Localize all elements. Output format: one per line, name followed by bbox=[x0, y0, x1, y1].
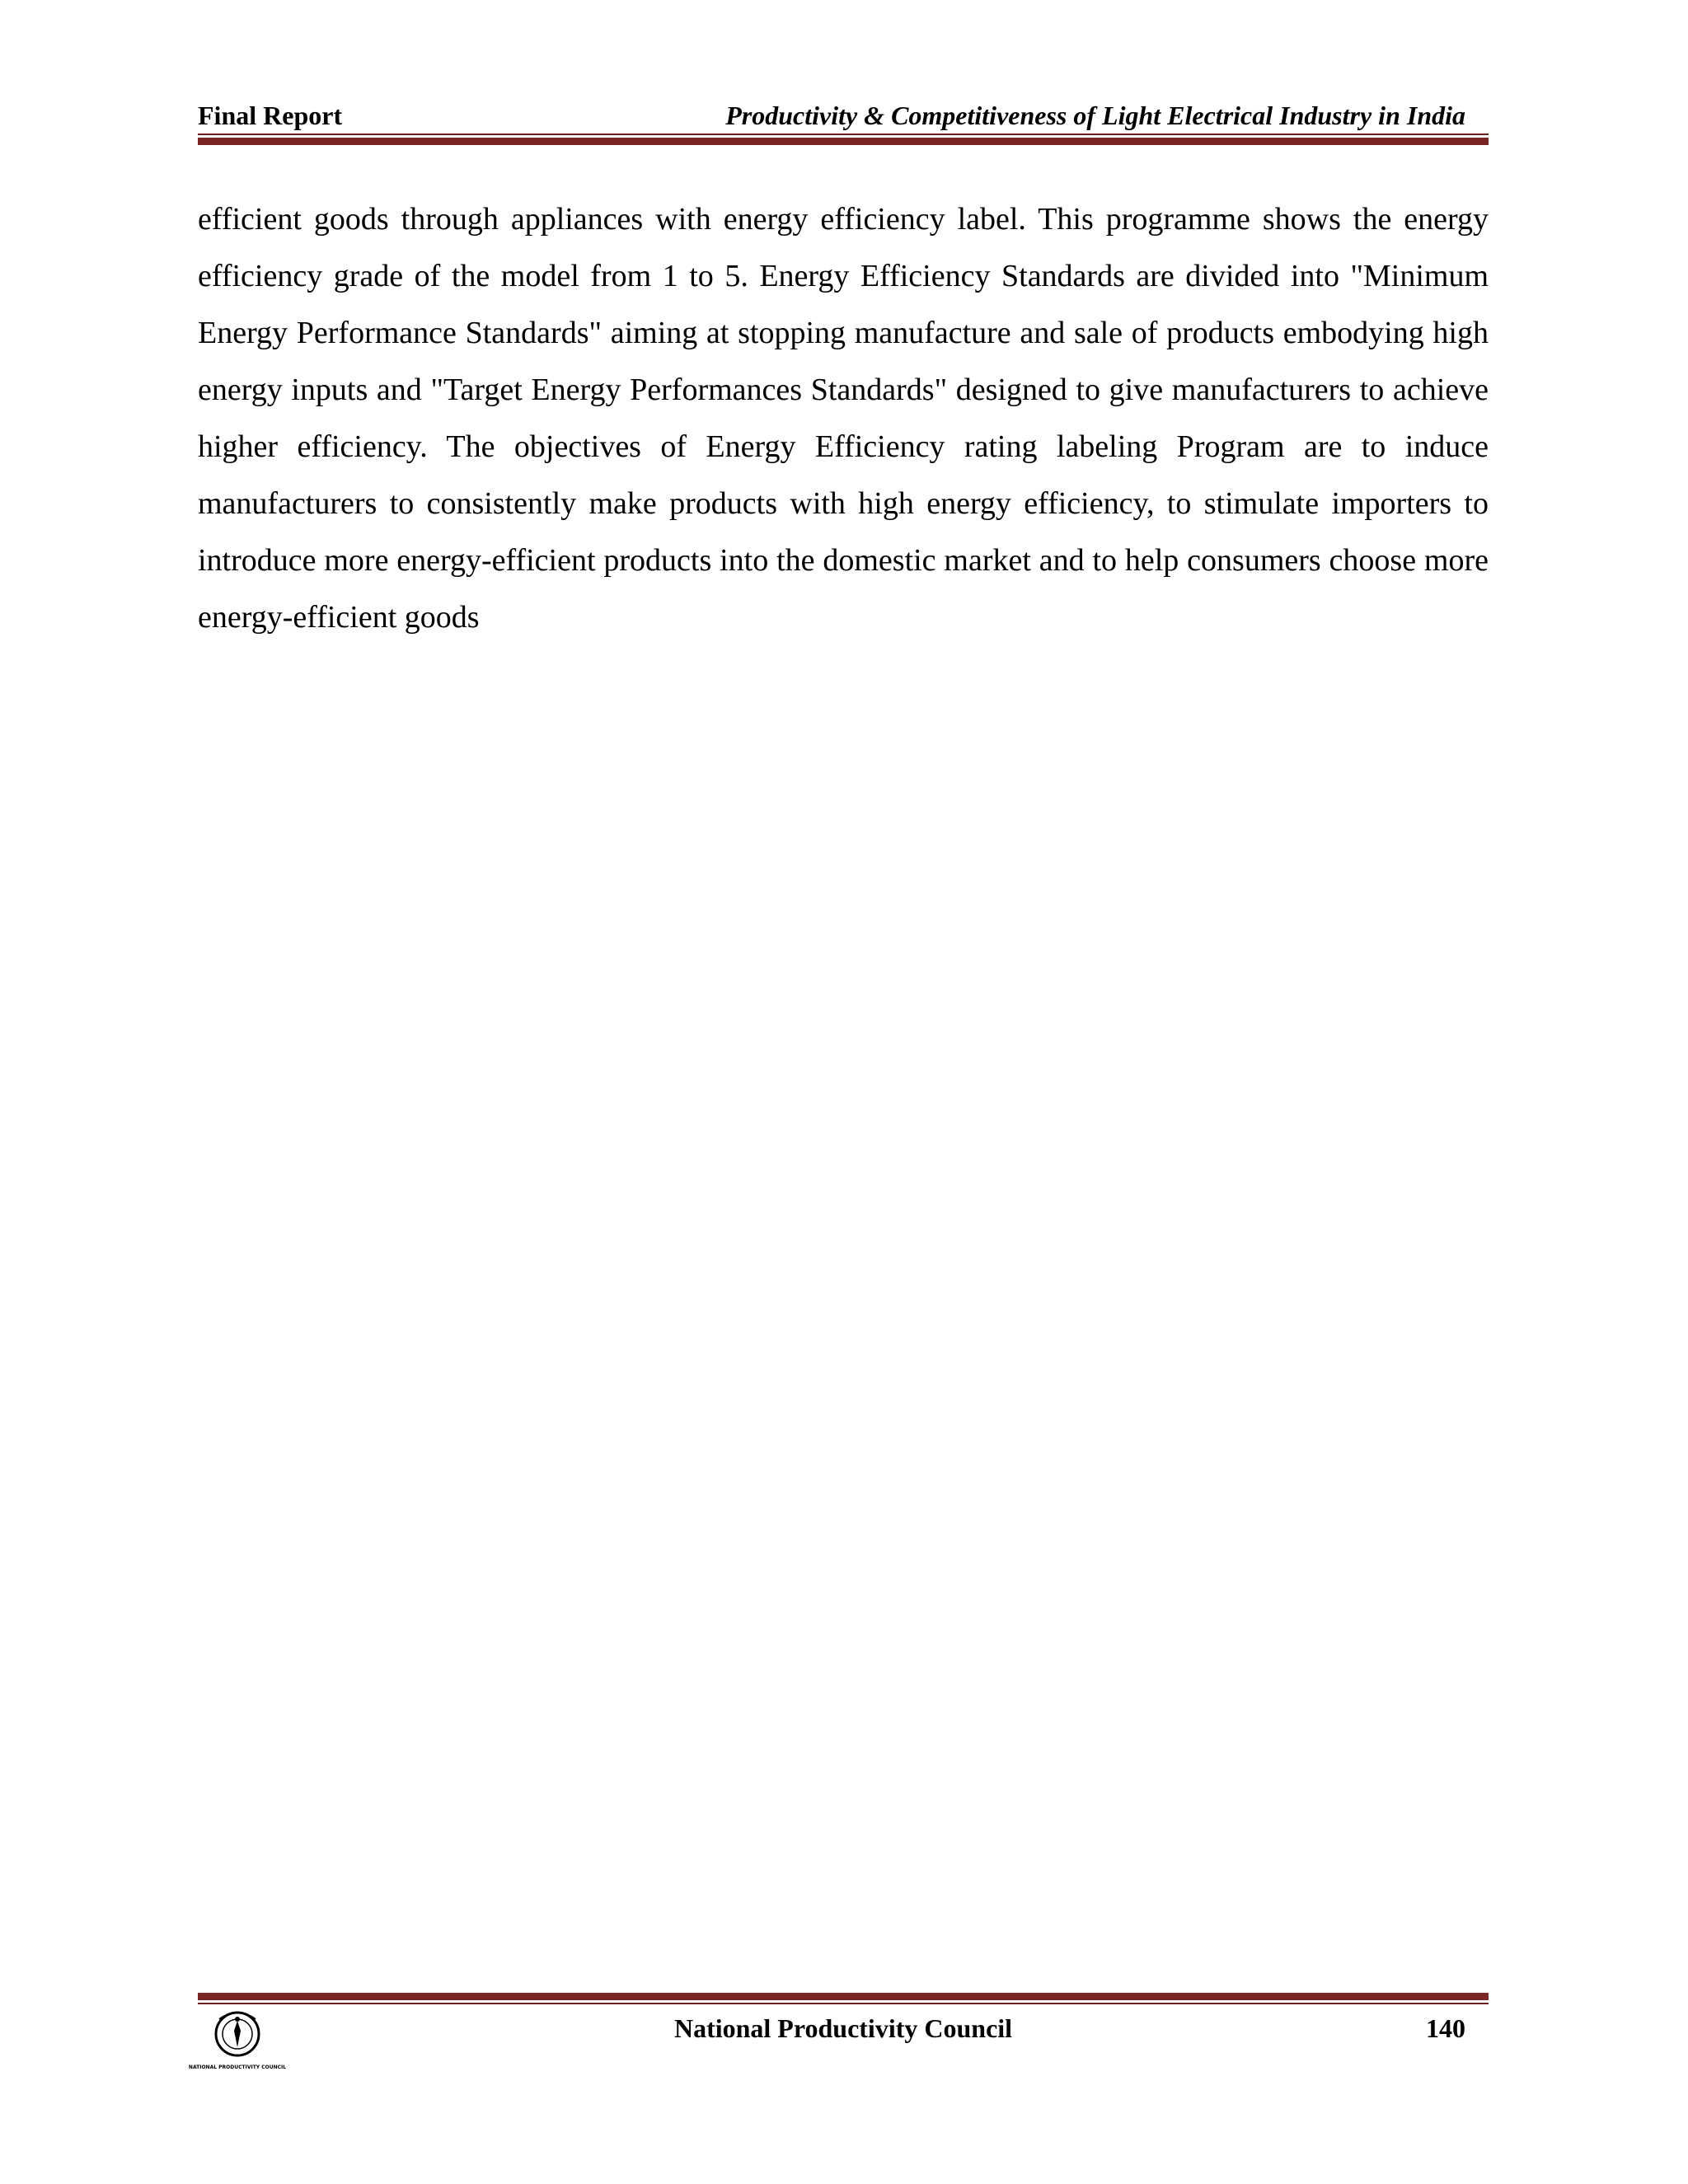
footer-organization: National Productivity Council bbox=[673, 2013, 1013, 2043]
page-number: 140 bbox=[1426, 2013, 1465, 2043]
header-divider bbox=[198, 134, 1489, 145]
header-report-label: Final Report bbox=[198, 101, 343, 130]
page-header bbox=[198, 97, 1489, 134]
body-paragraph: efficient goods through appliances with energy efficiency label. This programme shows the energy efficiency grade of the model from 1 to 5. Energy Efficiency Standards are divided into "Minimum Energy Performance Standards" aiming at stopping manufacture and sale of products embodying high energy inputs and "Target Energy Performances Standards" designed to give manufacturers to achieve higher efficiency. The objectives of Energy Efficiency rating labeling Program are to induce manufacturers to consistently make products with high energy efficiency, to stimulate importers to introduce more energy-efficient products into the domestic market and to help consumers choose more energy-efficient goods bbox=[198, 202, 1489, 635]
emblem-caption: NATIONAL PRODUCTIVITY COUNCIL bbox=[188, 2064, 287, 2070]
page-footer bbox=[198, 2008, 1489, 2049]
footer-divider bbox=[198, 1993, 1489, 2004]
header-report-title: Productivity & Competitiveness of Light Electrical Industry in India bbox=[725, 101, 1465, 130]
